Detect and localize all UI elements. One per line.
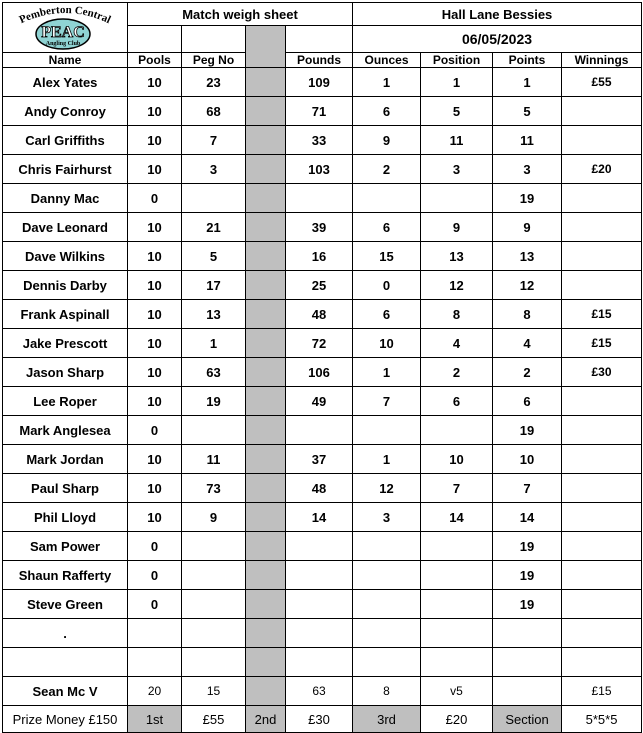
cell-ounces: 6 — [353, 300, 421, 329]
weigh-sheet-table — [2, 2, 642, 733]
table-row — [3, 387, 642, 416]
cell-gap — [246, 445, 286, 474]
cell-points: 14 — [493, 503, 562, 532]
table-row — [3, 155, 642, 184]
cell-winnings — [562, 619, 642, 648]
cell-ounces: 3 — [353, 503, 421, 532]
column-header: Name — [3, 53, 128, 68]
extra-angler-cell: v5 — [421, 677, 493, 706]
table-row — [3, 416, 642, 445]
cell-name: Dave Wilkins — [3, 242, 128, 271]
cell-ounces — [353, 184, 421, 213]
cell-ounces: 1 — [353, 68, 421, 97]
cell-gap — [246, 590, 286, 619]
cell-winnings — [562, 97, 642, 126]
match-date: 06/05/2023 — [353, 26, 642, 53]
cell-gap — [246, 503, 286, 532]
cell-name: Dave Leonard — [3, 213, 128, 242]
extra-angler-cell: 20 — [128, 677, 182, 706]
cell-pounds — [286, 184, 353, 213]
cell-pounds: 25 — [286, 271, 353, 300]
cell-winnings — [562, 648, 642, 677]
cell-winnings — [562, 561, 642, 590]
cell-pounds: 72 — [286, 329, 353, 358]
prize-cell: 3rd — [353, 706, 421, 733]
table-row — [3, 619, 642, 648]
cell-pools: 0 — [128, 416, 182, 445]
cell-position: 14 — [421, 503, 493, 532]
cell-gap — [246, 358, 286, 387]
cell-gap — [246, 155, 286, 184]
cell-pools: 10 — [128, 213, 182, 242]
prize-cell: £55 — [182, 706, 246, 733]
club-logo — [6, 6, 124, 50]
cell-position: 10 — [421, 445, 493, 474]
cell-peg: 7 — [182, 126, 246, 155]
cell-winnings — [562, 213, 642, 242]
table-row — [3, 561, 642, 590]
cell-ounces: 2 — [353, 155, 421, 184]
cell-name: Steve Green — [3, 590, 128, 619]
cell-peg: 23 — [182, 68, 246, 97]
cell-position: 3 — [421, 155, 493, 184]
cell-name: Alex Yates — [3, 68, 128, 97]
cell-peg — [182, 184, 246, 213]
cell-pounds: 14 — [286, 503, 353, 532]
cell-peg: 5 — [182, 242, 246, 271]
cell-points — [493, 619, 562, 648]
cell-pounds: 49 — [286, 387, 353, 416]
cell-position: 11 — [421, 126, 493, 155]
cell-points: 13 — [493, 242, 562, 271]
cell-position: 4 — [421, 329, 493, 358]
cell-pounds: 39 — [286, 213, 353, 242]
extra-angler-cell — [493, 677, 562, 706]
cell-pools: 10 — [128, 155, 182, 184]
cell-winnings: £15 — [562, 329, 642, 358]
cell-peg — [182, 590, 246, 619]
cell-peg — [182, 416, 246, 445]
cell-pounds: 48 — [286, 300, 353, 329]
table-row — [3, 300, 642, 329]
cell-pools: 10 — [128, 68, 182, 97]
cell-points: 19 — [493, 590, 562, 619]
cell-position — [421, 416, 493, 445]
cell-points: 11 — [493, 126, 562, 155]
cell-name: Mark Jordan — [3, 445, 128, 474]
cell-pounds — [286, 648, 353, 677]
cell-gap — [246, 619, 286, 648]
table-row — [3, 271, 642, 300]
cell-position — [421, 648, 493, 677]
column-header: Points — [493, 53, 562, 68]
cell-points: 12 — [493, 271, 562, 300]
column-header: Peg No — [182, 53, 246, 68]
club-logo-graphic — [6, 6, 124, 50]
cell-pounds: 48 — [286, 474, 353, 503]
cell-points: 1 — [493, 68, 562, 97]
cell-gap — [246, 184, 286, 213]
cell-winnings — [562, 271, 642, 300]
table-row — [3, 213, 642, 242]
cell-winnings: £15 — [562, 300, 642, 329]
cell-pools: 10 — [128, 97, 182, 126]
cell-position — [421, 532, 493, 561]
cell-gap — [246, 387, 286, 416]
cell-gap — [246, 213, 286, 242]
prize-cell: Prize Money £150 — [3, 706, 128, 733]
cell-pools: 10 — [128, 387, 182, 416]
table-row — [3, 590, 642, 619]
cell-pounds: 106 — [286, 358, 353, 387]
table-row — [3, 329, 642, 358]
cell-peg: 63 — [182, 358, 246, 387]
cell-name: Jake Prescott — [3, 329, 128, 358]
cell-gap — [246, 561, 286, 590]
table-row — [3, 184, 642, 213]
cell-peg: 19 — [182, 387, 246, 416]
cell-pools: 0 — [128, 590, 182, 619]
cell-gap — [246, 416, 286, 445]
cell-ounces: 9 — [353, 126, 421, 155]
cell-winnings — [562, 503, 642, 532]
cell-pools: 10 — [128, 242, 182, 271]
cell-pools: 10 — [128, 445, 182, 474]
cell-gap — [246, 68, 286, 97]
cell-gap — [246, 329, 286, 358]
cell-name: Carl Griffiths — [3, 126, 128, 155]
table-row — [3, 648, 642, 677]
cell-ounces — [353, 590, 421, 619]
cell-ounces: 6 — [353, 97, 421, 126]
cell-points: 19 — [493, 184, 562, 213]
column-header: Pools — [128, 53, 182, 68]
cell-name: Shaun Rafferty — [3, 561, 128, 590]
cell-pools: 0 — [128, 532, 182, 561]
cell-winnings — [562, 242, 642, 271]
cell-name: Jason Sharp — [3, 358, 128, 387]
cell-position: 6 — [421, 387, 493, 416]
cell-pounds — [286, 532, 353, 561]
cell-ounces: 15 — [353, 242, 421, 271]
table-row — [3, 445, 642, 474]
cell-ounces: 7 — [353, 387, 421, 416]
cell-pools: 0 — [128, 184, 182, 213]
column-header — [246, 53, 286, 68]
cell-peg: 21 — [182, 213, 246, 242]
cell-peg: 3 — [182, 155, 246, 184]
cell-ounces: 6 — [353, 213, 421, 242]
cell-gap — [246, 242, 286, 271]
cell-ounces — [353, 619, 421, 648]
table-row — [3, 503, 642, 532]
prize-cell: 2nd — [246, 706, 286, 733]
prize-cell: 5*5*5 — [562, 706, 642, 733]
sheet-title: Match weigh sheet — [128, 3, 353, 26]
cell-winnings — [562, 184, 642, 213]
cell-gap — [246, 271, 286, 300]
cell-gap — [246, 97, 286, 126]
cell-ounces: 1 — [353, 358, 421, 387]
cell-pounds — [286, 416, 353, 445]
cell-position — [421, 184, 493, 213]
cell-name: Lee Roper — [3, 387, 128, 416]
cell-position — [421, 619, 493, 648]
cell-name: Andy Conroy — [3, 97, 128, 126]
cell-winnings — [562, 532, 642, 561]
cell-position: 9 — [421, 213, 493, 242]
cell-position: 8 — [421, 300, 493, 329]
cell-name: Dennis Darby — [3, 271, 128, 300]
cell-peg — [182, 532, 246, 561]
cell-peg: 11 — [182, 445, 246, 474]
cell-winnings — [562, 590, 642, 619]
cell-pools: 10 — [128, 126, 182, 155]
cell-pounds — [286, 561, 353, 590]
cell-points: 8 — [493, 300, 562, 329]
logo-mark: PEAC — [41, 23, 85, 41]
cell-gap — [246, 300, 286, 329]
cell-pools: 10 — [128, 358, 182, 387]
cell-pools: 10 — [128, 503, 182, 532]
cell-pools — [128, 619, 182, 648]
cell-pounds — [286, 619, 353, 648]
prize-cell: £20 — [421, 706, 493, 733]
column-header: Winnings — [562, 53, 642, 68]
cell-pounds: 16 — [286, 242, 353, 271]
cell-peg: 1 — [182, 329, 246, 358]
cell-position — [421, 590, 493, 619]
cell-pools: 10 — [128, 474, 182, 503]
cell-points: 10 — [493, 445, 562, 474]
cell-pounds — [286, 590, 353, 619]
cell-ounces: 1 — [353, 445, 421, 474]
table-row — [3, 532, 642, 561]
cell-position — [421, 561, 493, 590]
cell-points — [493, 648, 562, 677]
cell-winnings — [562, 387, 642, 416]
cell-peg: 13 — [182, 300, 246, 329]
cell-peg — [182, 619, 246, 648]
cell-winnings — [562, 126, 642, 155]
cell-peg — [182, 561, 246, 590]
cell-name: Paul Sharp — [3, 474, 128, 503]
extra-angler-cell: 63 — [286, 677, 353, 706]
extra-angler-cell: 8 — [353, 677, 421, 706]
cell-points: 2 — [493, 358, 562, 387]
cell-ounces — [353, 416, 421, 445]
cell-peg: 73 — [182, 474, 246, 503]
cell-pools: 10 — [128, 329, 182, 358]
cell-points: 5 — [493, 97, 562, 126]
cell-gap — [246, 648, 286, 677]
cell-position: 2 — [421, 358, 493, 387]
column-header: Position — [421, 53, 493, 68]
cell-points: 3 — [493, 155, 562, 184]
cell-position: 7 — [421, 474, 493, 503]
cell-winnings: £20 — [562, 155, 642, 184]
cell-pools: 0 — [128, 561, 182, 590]
cell-peg: 9 — [182, 503, 246, 532]
cell-pools: 10 — [128, 300, 182, 329]
cell-ounces: 12 — [353, 474, 421, 503]
cell-ounces — [353, 561, 421, 590]
cell-pools: 10 — [128, 271, 182, 300]
prize-cell: Section — [493, 706, 562, 733]
cell-points: 6 — [493, 387, 562, 416]
cell-winnings: £55 — [562, 68, 642, 97]
cell-points: 19 — [493, 416, 562, 445]
prize-cell: 1st — [128, 706, 182, 733]
logo-arc-text: Pemberton Central — [17, 5, 113, 26]
cell-peg: 68 — [182, 97, 246, 126]
cell-points: 19 — [493, 561, 562, 590]
cell-winnings — [562, 416, 642, 445]
table-row — [3, 126, 642, 155]
prize-money-row — [3, 706, 642, 733]
cell-pounds: 103 — [286, 155, 353, 184]
cell-name: Phil Lloyd — [3, 503, 128, 532]
logo-sub: Angling Club — [45, 40, 81, 47]
cell-winnings: £30 — [562, 358, 642, 387]
cell-ounces: 10 — [353, 329, 421, 358]
cell-name: . — [3, 619, 128, 648]
club-logo-cell — [3, 3, 128, 53]
column-header: Pounds — [286, 53, 353, 68]
extra-angler-row — [3, 677, 642, 706]
cell-peg: 17 — [182, 271, 246, 300]
column-header: Ounces — [353, 53, 421, 68]
cell-points: 9 — [493, 213, 562, 242]
table-row — [3, 358, 642, 387]
extra-angler-cell — [246, 677, 286, 706]
cell-points: 19 — [493, 532, 562, 561]
table-row — [3, 97, 642, 126]
cell-ounces — [353, 648, 421, 677]
table-row — [3, 474, 642, 503]
cell-pounds: 71 — [286, 97, 353, 126]
cell-points: 7 — [493, 474, 562, 503]
cell-name: Mark Anglesea — [3, 416, 128, 445]
cell-gap — [246, 532, 286, 561]
prize-cell: £30 — [286, 706, 353, 733]
cell-name: Danny Mac — [3, 184, 128, 213]
cell-name: Sam Power — [3, 532, 128, 561]
column-header-row — [3, 53, 642, 68]
cell-ounces — [353, 532, 421, 561]
cell-pounds: 109 — [286, 68, 353, 97]
cell-position: 5 — [421, 97, 493, 126]
extra-angler-name: Sean Mc V — [3, 677, 128, 706]
cell-position: 1 — [421, 68, 493, 97]
cell-pools — [128, 648, 182, 677]
cell-position: 12 — [421, 271, 493, 300]
cell-name: Frank Aspinall — [3, 300, 128, 329]
table-row — [3, 242, 642, 271]
cell-name: Chris Fairhurst — [3, 155, 128, 184]
extra-angler-cell: £15 — [562, 677, 642, 706]
cell-ounces: 0 — [353, 271, 421, 300]
cell-points: 4 — [493, 329, 562, 358]
cell-position: 13 — [421, 242, 493, 271]
cell-name — [3, 648, 128, 677]
cell-peg — [182, 648, 246, 677]
cell-pounds: 33 — [286, 126, 353, 155]
extra-angler-cell: 15 — [182, 677, 246, 706]
table-row — [3, 68, 642, 97]
cell-gap — [246, 126, 286, 155]
venue-name: Hall Lane Bessies — [353, 3, 642, 26]
cell-winnings — [562, 474, 642, 503]
cell-winnings — [562, 445, 642, 474]
cell-gap — [246, 474, 286, 503]
cell-pounds: 37 — [286, 445, 353, 474]
